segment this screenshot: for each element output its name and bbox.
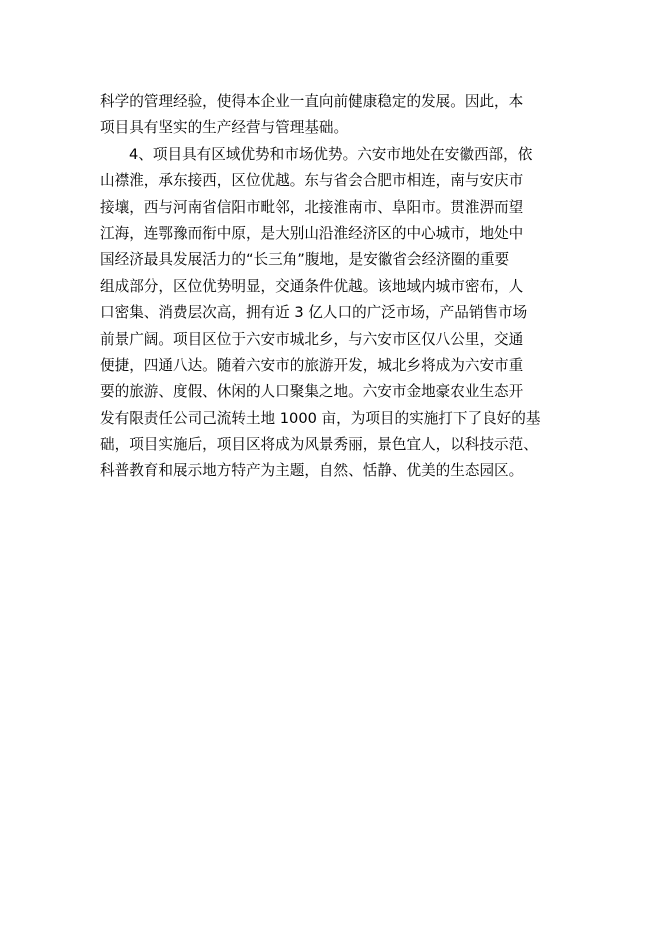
text-line: 科普教育和展示地方特产为主题，自然、恬静、优美的生态园区。 <box>100 462 524 480</box>
text-line: 江海，连鄂豫而衔中原，是大别山沿淮经济区的中心城市，地处中 <box>100 224 524 242</box>
text-line: 础，项目实施后，项目区将成为风景秀丽，景色宜人，以科技示范、 <box>100 436 538 454</box>
text-line: 项目具有坚实的生产经营与管理基础。 <box>100 119 349 137</box>
text-line: 国经济最具发展活力的“长三角”腹地，是安徽省会经济圈的重要 <box>100 251 510 269</box>
text-line: 前景广阔。项目区位于六安市城北乡，与六安市区仅八公里，交通 <box>100 330 524 348</box>
text-line: 组成部分，区位优势明显，交通条件优越。该地域内城市密布，人 <box>100 277 524 295</box>
text-line: 发有限责任公司己流转土地 1000 亩，为项目的实施打下了良好的基 <box>100 409 541 427</box>
text-line: 山襟淮，承东接西，区位优越。东与省会合肥市相连，南与安庆市 <box>100 172 524 190</box>
paragraph-regional-market-advantage <box>100 142 566 485</box>
text-line: 要的旅游、度假、休闲的人口聚集之地。六安市金地豪农业生态开 <box>100 383 524 401</box>
text-line: 接壤，西与河南省信阳市毗邻，北接淮南市、阜阳市。贯淮淠而望 <box>100 198 524 216</box>
text-line: 4、项目具有区域优势和市场优势。六安市地处在安徽西部，依 <box>129 145 533 163</box>
text-line: 口密集、消费层次高，拥有近 3 亿人口的广泛市场，产品销售市场 <box>100 304 528 322</box>
body-text <box>100 89 566 485</box>
text-line: 便捷，四通八达。随着六安市的旅游开发，城北乡将成为六安市重 <box>100 356 524 374</box>
paragraph-management-foundation <box>100 89 566 142</box>
text-line: 科学的管理经验，使得本企业一直向前健康稳定的发展。因此，本 <box>100 93 524 110</box>
